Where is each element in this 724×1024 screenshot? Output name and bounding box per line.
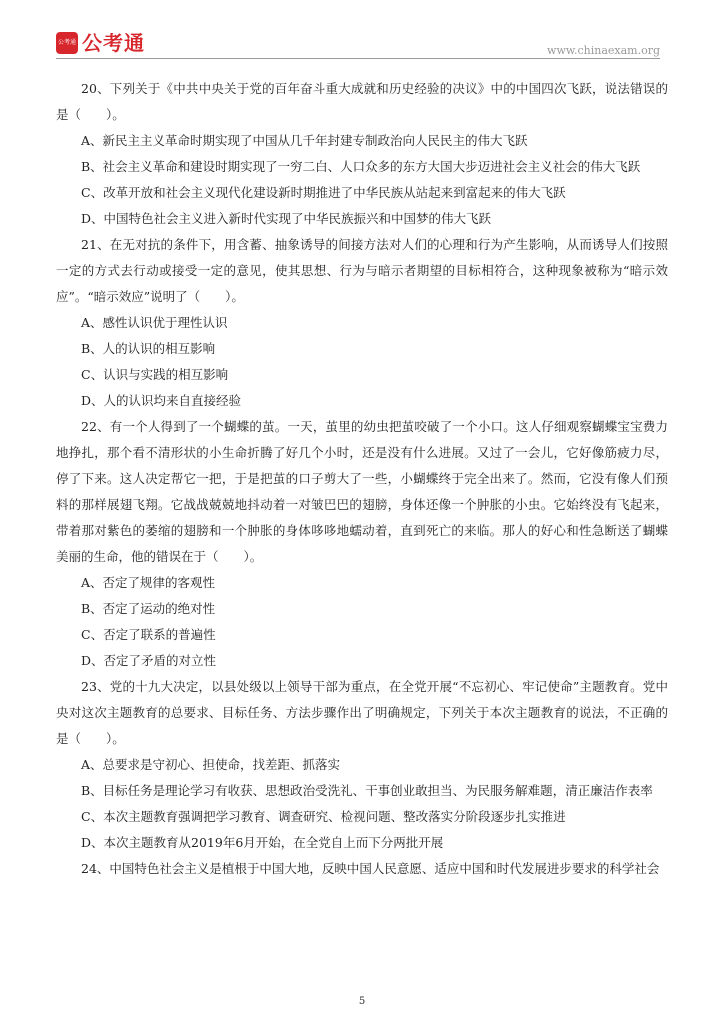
question-21-stem: 21、在无对抗的条件下，用含蓄、抽象诱导的间接方法对人们的心理和行为产生影响，从而诱导人们按照一定的方式去行动或接受一定的意见，使其思想、行为与暗示者期望的目标相符合，这种现象被称为“暗示效应”。“暗示效应”说明了（ ）。 [56, 237, 668, 304]
question-23-stem: 23、党的十九大决定，以县处级以上领导干部为重点，在全党开展“不忘初心、牢记使命”主题教育。党中央对这次主题教育的总要求、目标任务、方法步骤作出了明确规定，下列关于本次主题教育的说法，不正确的是（ ）。 [56, 679, 668, 746]
question-21-option-b: B、人的认识的相互影响 [81, 341, 216, 356]
question-20-option-a: A、新民主主义革命时期实现了中国从几千年封建专制政治向人民民主的伟大飞跃 [81, 133, 528, 148]
logo-icon: 公考通 [56, 32, 78, 54]
question-22-option-d: D、否定了矛盾的对立性 [81, 653, 217, 668]
question-20-option-d: D、中国特色社会主义进入新时代实现了中华民族振兴和中国梦的伟大飞跃 [81, 211, 492, 226]
question-23-option-a: A、总要求是守初心、担使命，找差距、抓落实 [81, 757, 341, 772]
question-21-option-d: D、人的认识均来自直接经验 [81, 393, 242, 408]
question-21-option-c: C、认识与实践的相互影响 [81, 367, 229, 382]
question-23-option-c: C、本次主题教育强调把学习教育、调查研究、检视问题、整改落实分阶段逐步扎实推进 [81, 809, 566, 824]
question-24-stem: 24、中国特色社会主义是植根于中国大地，反映中国人民意愿、适应中国和时代发展进步要求的科学社会 [81, 861, 660, 876]
question-21-option-a: A、感性认识优于理性认识 [81, 315, 228, 330]
question-22-option-b: B、否定了运动的绝对性 [81, 601, 216, 616]
question-20-option-c: C、改革开放和社会主义现代化建设新时期推进了中华民族从站起来到富起来的伟大飞跃 [81, 185, 566, 200]
question-20-stem: 20、下列关于《中共中央关于党的百年奋斗重大成就和历史经验的决议》中的中国四次飞跃，说法错误的是（ ）。 [56, 81, 668, 122]
question-23-option-d: D、本次主题教育从2019年6月开始，在全党自上而下分两批开展 [81, 835, 444, 850]
question-22-stem: 22、有一个人得到了一个蝴蝶的茧。一天，茧里的幼虫把茧咬破了一个小口。这人仔细观察蝴蝶宝宝费力地挣扎，那个看不清形状的小生命折腾了好几个小时，还是没有什么进展。又过了一会儿，它好像筋疲力尽，停了下来。这人决定帮它一把，于是把茧的口子剪大了一些，小蝴蝶终于完全出来了。然而，它没有像人们预料的那样展翅飞翔。它战战兢兢地抖动着一对皱巴巴的翅膀，身体还像一个肿胀的小虫。它始终没有飞起来，带着那对紫色的萎缩的翅膀和一个肿胀的身体哆哆地蠕动着，直到死亡的来临。那人的好心和性急断送了蝴蝶美丽的生命，他的错误在于（ ）。 [56, 419, 668, 564]
brand-name: 公考通 [82, 31, 145, 55]
question-20-option-b: B、社会主义革命和建设时期实现了一穷二白、人口众多的东方大国大步迈进社会主义社会的伟大飞跃 [81, 159, 641, 174]
header-divider [56, 58, 660, 59]
question-22-option-a: A、否定了规律的客观性 [81, 575, 216, 590]
site-url: www.chinaexam.org [547, 44, 660, 57]
question-23-option-b: B、目标任务是理论学习有收获、思想政治受洗礼、干事创业敢担当、为民服务解难题，清正廉洁作表率 [81, 783, 653, 798]
page-number: 5 [358, 996, 366, 1007]
question-list [56, 76, 668, 882]
page-header [0, 0, 724, 60]
question-22-option-c: C、否定了联系的普遍性 [81, 627, 216, 642]
